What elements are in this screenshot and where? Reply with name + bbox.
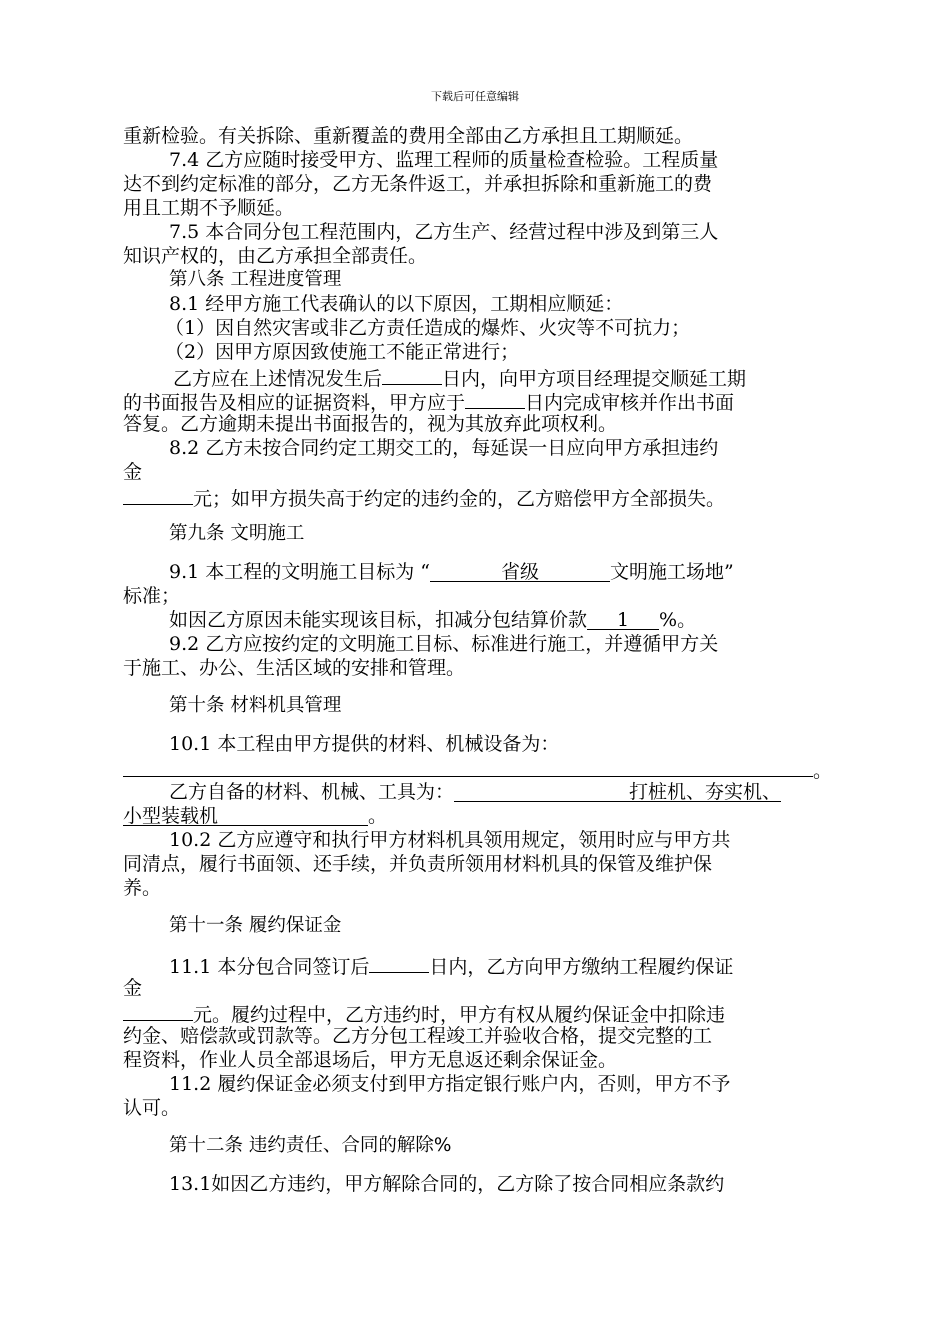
text-line: 同清点，履行书面领、还手续，并负责所领用材料机具的保管及维护保	[123, 853, 713, 875]
filled-field: 小型装载机	[123, 805, 368, 826]
blank-field	[382, 364, 442, 385]
text-line: 程资料，作业人员全部退场后，甲方无息返还剩余保证金。	[123, 1049, 618, 1071]
blank-field	[123, 1000, 193, 1021]
clause-13-1: 13.1如因乙方违约，甲方解除合同的，乙方除了按合同相应条款约	[169, 1173, 725, 1195]
text-line: 。	[123, 756, 828, 780]
clause-7-4: 7.4 乙方应随时接受甲方、监理工程师的质量检查检验。工程质量	[169, 149, 719, 171]
section-heading-9: 第九条 文明施工	[169, 523, 305, 544]
text-line: 乙方应在上述情况发生后 日内，向甲方项目经理提交顺延工期	[123, 364, 828, 388]
text-line: 认可。	[123, 1097, 181, 1119]
clause-9-1: 9.1 本工程的文明施工目标为 “ 省级 文明施工场地”	[169, 561, 734, 583]
clause-10-1: 10.1 本工程由甲方提供的材料、机械设备为：	[169, 733, 560, 755]
clause-10-2: 10.2 乙方应遵守和执行甲方材料机具领用规定，领用时应与甲方共	[169, 829, 731, 851]
text-line: 乙方自备的材料、机械、工具为： 打桩机、夯实机、	[169, 781, 782, 803]
text-line: 养。	[123, 877, 162, 899]
text-line: 金	[123, 977, 143, 999]
section-heading-8: 第八条 工程进度管理	[169, 269, 342, 290]
text-line: 重新检验。有关拆除、重新覆盖的费用全部由乙方承担且工期顺延。	[123, 125, 694, 147]
text-line: 的书面报告及相应的证据资料，甲方应于 日内完成审核并作出书面	[123, 388, 828, 412]
filled-field: 省级	[430, 561, 610, 582]
filled-field: 打桩机、夯实机、	[454, 781, 781, 802]
text-line: 于施工、办公、生活区域的安排和管理。	[123, 657, 466, 679]
text-line: 标准；	[123, 585, 181, 607]
document-body	[123, 124, 833, 1196]
blank-field	[123, 756, 813, 777]
section-heading-12: 第十二条 违约责任、合同的解除%	[169, 1135, 452, 1156]
text-line: 元。履约过程中，乙方违约时，甲方有权从履约保证金中扣除违	[123, 1000, 828, 1024]
section-heading-10: 第十条 材料机具管理	[169, 695, 342, 716]
clause-8-1-item-1: （1）因自然灾害或非乙方责任造成的爆炸、火灾等不可抗力；	[165, 317, 691, 339]
blank-field	[369, 952, 429, 973]
text-line: 金	[123, 461, 143, 483]
blank-field	[123, 484, 193, 505]
text-line: 小型装载机 。	[123, 805, 388, 827]
clause-11-2: 11.2 履约保证金必须支付到甲方指定银行账户内，否则，甲方不予	[169, 1073, 731, 1095]
text-line: 达不到约定标准的部分，乙方无条件返工，并承担拆除和重新施工的费	[123, 173, 713, 195]
clause-9-2: 9.2 乙方应按约定的文明施工目标、标准进行施工，并遵循甲方关	[169, 633, 719, 655]
text-line: 用且工期不予顺延。	[123, 197, 295, 219]
clause-7-5: 7.5 本合同分包工程范围内，乙方生产、经营过程中涉及到第三人	[169, 221, 719, 243]
section-heading-11: 第十一条 履约保证金	[169, 915, 342, 936]
text-line: 答复。乙方逾期未提出书面报告的，视为其放弃此项权利。	[123, 413, 618, 435]
blank-field	[465, 388, 525, 409]
clause-8-1-item-2: （2）因甲方原因致使施工不能正常进行；	[165, 341, 520, 363]
filled-field: 1	[587, 609, 659, 630]
clause-8-2: 8.2 乙方未按合同约定工期交工的，每延误一日应向甲方承担违约	[169, 437, 719, 459]
text-line: 如因乙方原因未能实现该目标，扣减分包结算价款 1 %。	[169, 609, 697, 631]
text-line: 约金、赔偿款或罚款等。乙方分包工程竣工并验收合格，提交完整的工	[123, 1025, 713, 1047]
clause-11-1: 11.1 本分包合同签订后 日内，乙方向甲方缴纳工程履约保证	[123, 952, 828, 976]
page-header: 下载后可任意编辑	[431, 90, 519, 103]
clause-8-1: 8.1 经甲方施工代表确认的以下原因，工期相应顺延：	[169, 293, 624, 315]
text-line: 知识产权的，由乙方承担全部责任。	[123, 245, 428, 267]
text-line: 元；如甲方损失高于约定的违约金的，乙方赔偿甲方全部损失。	[123, 484, 828, 508]
